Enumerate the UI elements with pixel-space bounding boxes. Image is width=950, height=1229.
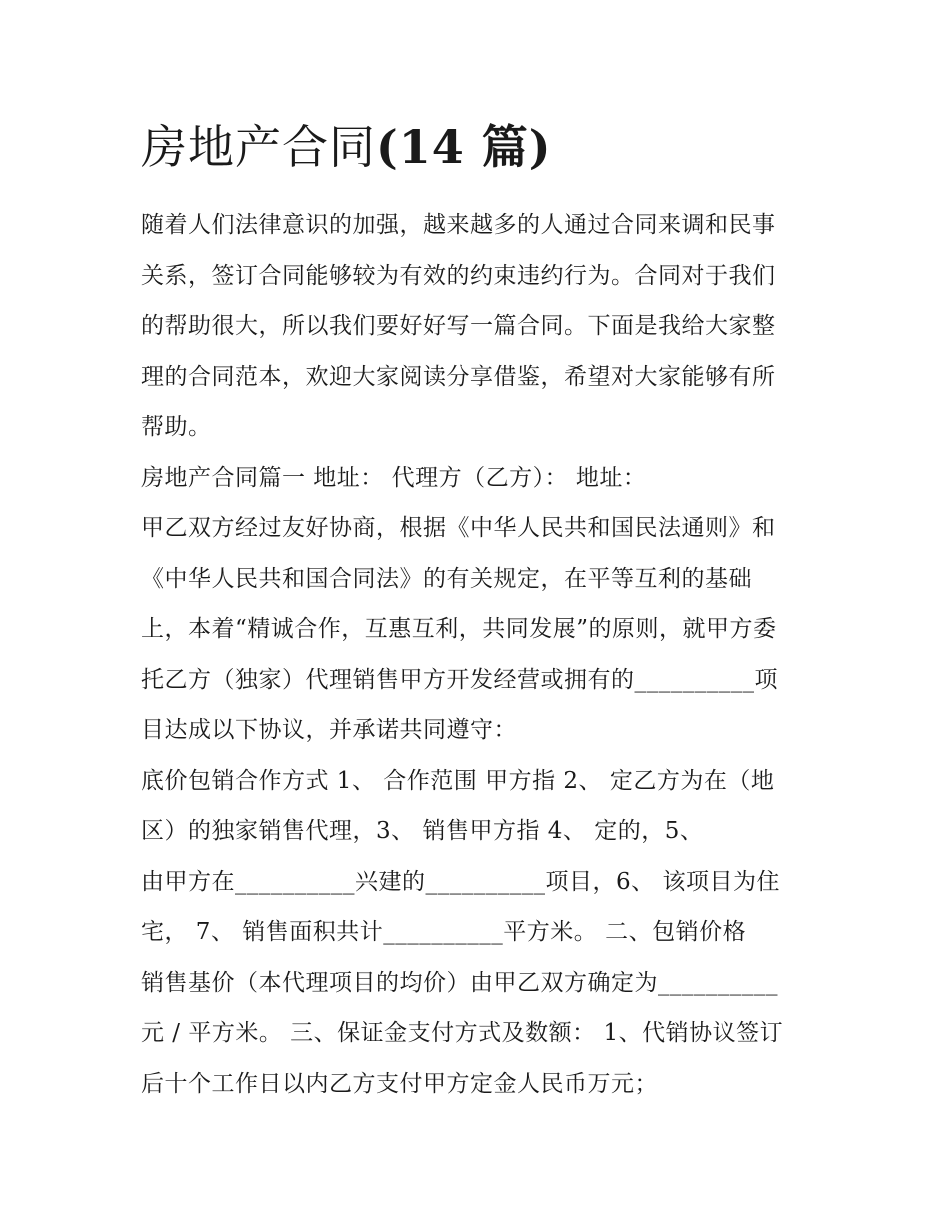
document-page [141,112,813,1109]
title-main: 房地产合同 [141,120,376,174]
title-count: (14 篇) [376,120,552,174]
section-heading-line: 房地产合同篇一 地址： 代理方（乙方）： 地址： [141,464,647,491]
body-line: 由甲方在__________兴建的__________项目，6、 该项目为住 [141,868,780,895]
body-line: 的帮助很大，所以我们要好好写一篇合同。下面是我给大家整 [141,313,776,339]
document-title [141,112,813,182]
document-body [141,200,813,1109]
body-line: 甲乙双方经过友好协商，根据《中华人民共和国民法通则》和 [141,515,776,541]
body-line: 随着人们法律意识的加强，越来越多的人通过合同来调和民事 [141,212,776,238]
body-line: 区）的独家销售代理，3、 销售甲方指 4、 定的，5、 [141,818,704,844]
body-line: 元 / 平方米。 三、保证金支付方式及数额： 1、代销协议签订 [141,1020,784,1046]
body-line: 目达成以下协议，并承诺共同遵守： [141,717,517,743]
body-line: 销售基价（本代理项目的均价）由甲乙双方确定为__________ [141,969,778,996]
body-line: 理的合同范本，欢迎大家阅读分享借鉴，希望对大家能够有所 [141,363,776,390]
body-line: 托乙方（独家）代理销售甲方开发经营或拥有的__________项 [141,666,778,693]
body-line: 宅， 7、 销售面积共计__________平方米。 二、包销价格 [141,919,747,945]
body-line: 后十个工作日以内乙方支付甲方定金人民币万元； [141,1070,658,1097]
body-line: 《中华人民共和国合同法》的有关规定，在平等互利的基础 [141,565,752,592]
body-line: 关系，签订合同能够较为有效的约束违约行为。合同对于我们 [141,262,776,289]
body-line: 上，本着“精诚合作，互惠互利，共同发展”的原则，就甲方委 [141,616,777,642]
body-line: 底价包销合作方式 1、 合作范围 甲方指 2、 定乙方为在（地 [141,767,775,794]
body-line: 帮助。 [141,414,212,440]
